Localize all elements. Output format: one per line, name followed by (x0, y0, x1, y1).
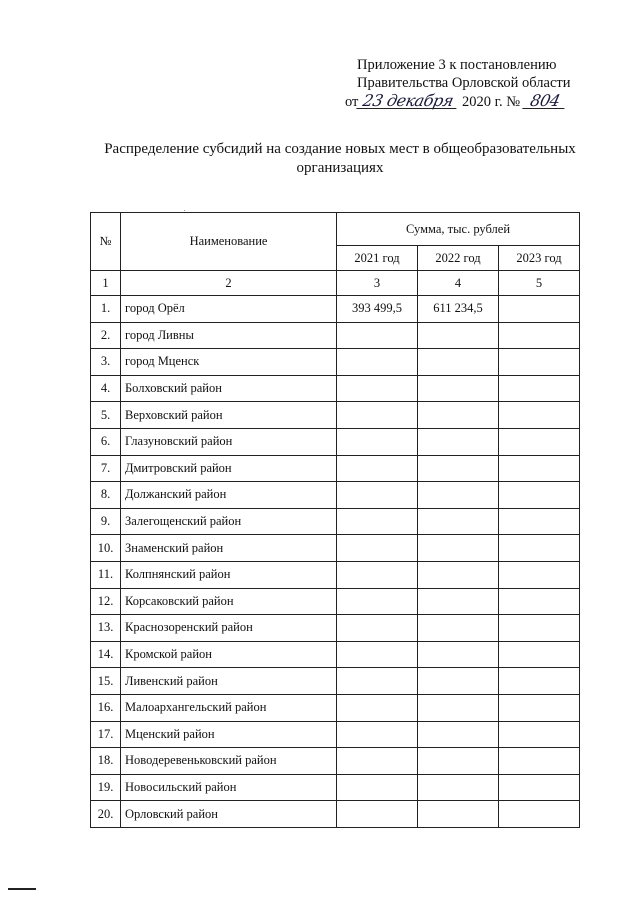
municipality-name: Верховский район (121, 402, 337, 429)
table-row (91, 349, 580, 376)
handwritten-number: 804 (522, 92, 568, 110)
sum-2023 (499, 428, 580, 455)
sum-2022 (418, 349, 499, 376)
municipality-name: Залегощенский район (121, 508, 337, 535)
header-name: Наименование (121, 213, 337, 271)
sum-2022 (418, 748, 499, 775)
index-cell: 3 (337, 271, 418, 296)
sum-2021 (337, 535, 418, 562)
sum-2021 (337, 748, 418, 775)
sum-2023 (499, 561, 580, 588)
sum-2023 (499, 694, 580, 721)
sum-2021 (337, 615, 418, 642)
sum-2021 (337, 508, 418, 535)
header-year: 2020 г. № (462, 94, 521, 110)
municipality-name: Должанский район (121, 482, 337, 509)
sum-2021 (337, 694, 418, 721)
sum-2022 (418, 694, 499, 721)
row-number: 14. (91, 641, 121, 668)
page-edge-mark (8, 888, 36, 890)
header-sum: Сумма, тыс. рублей (337, 213, 580, 246)
municipality-name: Малоархангельский район (121, 694, 337, 721)
table-row (91, 588, 580, 615)
sum-2021 (337, 774, 418, 801)
sum-2021 (337, 801, 418, 828)
municipality-name: Ливенский район (121, 668, 337, 695)
sum-2021 (337, 349, 418, 376)
row-number: 11. (91, 561, 121, 588)
sum-2021 (337, 402, 418, 429)
table-row (91, 322, 580, 349)
sum-2022 (418, 455, 499, 482)
row-number: 13. (91, 615, 121, 642)
municipality-name: Колпнянский район (121, 561, 337, 588)
row-number: 20. (91, 801, 121, 828)
index-cell: 1 (91, 271, 121, 296)
sum-2023 (499, 721, 580, 748)
handwritten-date: 23 декабря (356, 92, 460, 110)
header-line-3 (345, 92, 595, 111)
table-row (91, 508, 580, 535)
table-row (91, 748, 580, 775)
municipality-name: Глазуновский район (121, 428, 337, 455)
table-row (91, 774, 580, 801)
sum-2023 (499, 322, 580, 349)
table-row (91, 296, 580, 323)
sum-2022 (418, 801, 499, 828)
municipality-name: Орловский район (121, 801, 337, 828)
row-number: 4. (91, 375, 121, 402)
sum-2021 (337, 455, 418, 482)
index-cell: 5 (499, 271, 580, 296)
municipality-name: Корсаковский район (121, 588, 337, 615)
sum-2023 (499, 668, 580, 695)
table-index-row (91, 271, 580, 296)
index-cell: 4 (418, 271, 499, 296)
municipality-name: Болховский район (121, 375, 337, 402)
sum-2022 (418, 428, 499, 455)
row-number: 9. (91, 508, 121, 535)
municipality-name: город Ливны (121, 322, 337, 349)
table-row (91, 641, 580, 668)
row-number: 3. (91, 349, 121, 376)
sum-2023 (499, 508, 580, 535)
municipality-name: Кромской район (121, 641, 337, 668)
sum-2023 (499, 748, 580, 775)
row-number: 18. (91, 748, 121, 775)
header-year-2023: 2023 год (499, 246, 580, 271)
header-line-1: Приложение 3 к постановлению (357, 57, 557, 73)
sum-2021 (337, 561, 418, 588)
table-row (91, 428, 580, 455)
table-row (91, 615, 580, 642)
sum-2022 (418, 615, 499, 642)
municipality-name: город Орёл (121, 296, 337, 323)
header-year-2021: 2021 год (337, 246, 418, 271)
sum-2021 (337, 668, 418, 695)
table-row (91, 455, 580, 482)
sum-2023 (499, 774, 580, 801)
sum-2021 (337, 322, 418, 349)
table-row (91, 375, 580, 402)
row-number: 10. (91, 535, 121, 562)
sum-2021: 393 499,5 (337, 296, 418, 323)
table-row (91, 561, 580, 588)
row-number: 7. (91, 455, 121, 482)
row-number: 2. (91, 322, 121, 349)
sum-2023 (499, 296, 580, 323)
sum-2021 (337, 588, 418, 615)
sum-2022 (418, 774, 499, 801)
sum-2021 (337, 721, 418, 748)
table-row (91, 721, 580, 748)
appendix-header (345, 56, 595, 111)
municipality-name: Новодеревеньковский район (121, 748, 337, 775)
sum-2022 (418, 508, 499, 535)
sum-2021 (337, 482, 418, 509)
sum-2021 (337, 641, 418, 668)
sum-2023 (499, 641, 580, 668)
document-title: Распределение субсидий на создание новых мест в общеобразовательных организациях (104, 141, 576, 176)
row-number: 5. (91, 402, 121, 429)
sum-2022 (418, 561, 499, 588)
sum-2023 (499, 535, 580, 562)
municipality-name: Краснозоренский район (121, 615, 337, 642)
subsidy-table (90, 212, 580, 828)
sum-2022 (418, 482, 499, 509)
table-row (91, 482, 580, 509)
sum-2022: 611 234,5 (418, 296, 499, 323)
table-row (91, 668, 580, 695)
table-row (91, 694, 580, 721)
sum-2022 (418, 322, 499, 349)
sum-2023 (499, 588, 580, 615)
sum-2023 (499, 402, 580, 429)
table-row (91, 535, 580, 562)
sum-2022 (418, 641, 499, 668)
row-number: 1. (91, 296, 121, 323)
sum-2022 (418, 402, 499, 429)
municipality-name: Мценский район (121, 721, 337, 748)
index-cell: 2 (121, 271, 337, 296)
municipality-name: город Мценск (121, 349, 337, 376)
sum-2022 (418, 535, 499, 562)
sum-2023 (499, 455, 580, 482)
sum-2023 (499, 482, 580, 509)
sum-2023 (499, 615, 580, 642)
municipality-name: Знаменский район (121, 535, 337, 562)
sum-2021 (337, 375, 418, 402)
header-year-2022: 2022 год (418, 246, 499, 271)
table-row (91, 402, 580, 429)
row-number: 16. (91, 694, 121, 721)
header-line-2: Правительства Орловской области (357, 75, 571, 91)
row-number: 17. (91, 721, 121, 748)
scan-speck (184, 210, 185, 211)
sum-2022 (418, 721, 499, 748)
sum-2023 (499, 349, 580, 376)
row-number: 8. (91, 482, 121, 509)
row-number: 12. (91, 588, 121, 615)
municipality-name: Дмитровский район (121, 455, 337, 482)
sum-2023 (499, 375, 580, 402)
sum-2022 (418, 375, 499, 402)
sum-2021 (337, 428, 418, 455)
row-number: 6. (91, 428, 121, 455)
table-row (91, 801, 580, 828)
header-prefix: от (345, 94, 359, 110)
row-number: 15. (91, 668, 121, 695)
row-number: 19. (91, 774, 121, 801)
sum-2022 (418, 588, 499, 615)
header-num: № (91, 213, 121, 271)
sum-2023 (499, 801, 580, 828)
table-header-row (91, 213, 580, 246)
municipality-name: Новосильский район (121, 774, 337, 801)
sum-2022 (418, 668, 499, 695)
